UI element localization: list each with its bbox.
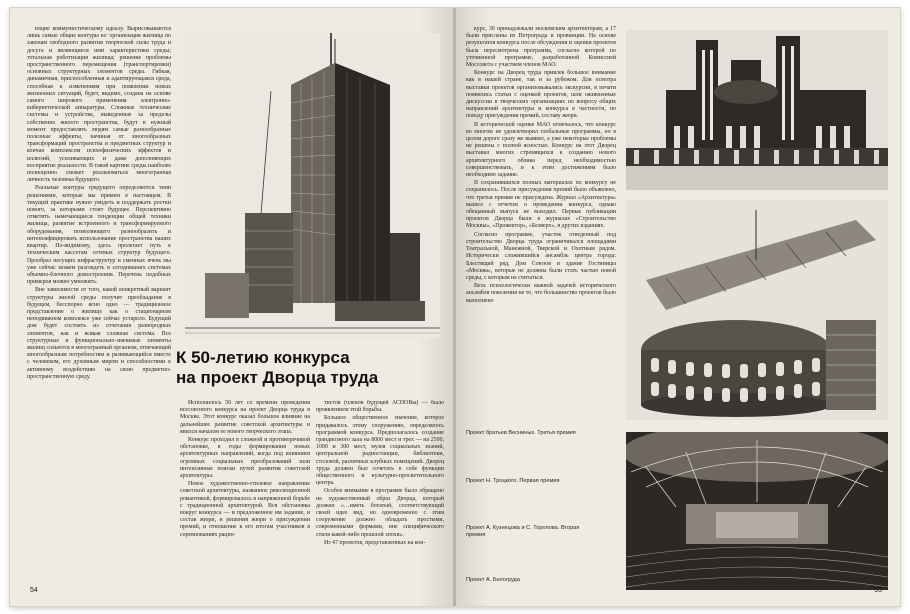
figure-caption: Проект братьев Весниных. Третья премия bbox=[466, 430, 576, 436]
paragraph: Исполнилось 50 лет со времени проведения всесоюзного конкурса на проект Дворца труда в Москве. Этот конкурс оказал большое влияние на дальнейшее развитие советской архитектуры и явился началом ее нового творческого этапа. bbox=[180, 400, 310, 435]
title-line: К 50-летию конкурса bbox=[176, 348, 350, 367]
figure-caption: Проект Н. Троцкого. Первая премия bbox=[466, 478, 560, 484]
paragraph: В исторической оценке МАО отмечалось, что конкурс во многом не удовлетворил глобальные программы, но в целом дороге сразу же выявил, а уже некоторые проблемы не решены с полной ясностью. Конкурс на этот Дворец выставил многих стремящихся к созданию нового архитектурного облика перед необходимостью совершенствовать, и к этим достижениям было необходимо задание. bbox=[466, 121, 616, 179]
trotsky-project-drawing bbox=[626, 200, 888, 420]
paragraph: Весь психологически важной задачей исторического ансамбля поколения не то, что большинство проектов было выполнено bbox=[466, 283, 616, 304]
paragraph: Реальные контуры грядущего определяются теми решениями, которые мы примем в настоящем. В текущей практике нужно увидеть и поддержать ростки нового, за которыми стоит будущее. Перспективно отметить намечающиеся тенденции общей техники жилища, развитие встроенного и трансформируемого оборудования, позволяющего разнообразить и интенсифицировать использование пространства наших квартир. По-видимому, здесь пролегает путь к техническим кассетам сетевых структур будущего. Прообраз несущих инфраструктур и сменных ячеек мы уже сейчас можем разглядеть в сегодняшних системах объемно-блочного домостроения. Перечень подобных примеров можно умножить. bbox=[27, 185, 171, 286]
article-column-1 bbox=[180, 400, 310, 582]
paragraph: Из 47 проектов, представленных на кон- bbox=[324, 539, 426, 546]
title-line: на проект Дворца труда bbox=[176, 368, 379, 387]
page-number: 55 bbox=[874, 587, 882, 594]
article-title bbox=[176, 348, 416, 388]
paragraph: Особое внимание в программе было обращено на художественный образ Дворца, который должен «…иметь богатый, соответствующий своей идее вид, но одновременно с этим сооружение должно обладать простыми, современными формами, вне специфического стиля какой-либо прошлой эпохи». bbox=[316, 488, 444, 538]
paragraph: ющие коммунистическому идеалу. Вырисовываются лишь самые общие контуры ее: организация жилища по законам свободного развития творческой силы труда и досуга и являющиеся ими характеристики среды; тотальная роботизация жилища; решение проблемы пространственного перемещения (транспортировки) основных структурных элементов среды. Гибкая, динамичная, приспособленная и адаптирующаяся среда, способная к изменениям при появлении новых жизненных ситуаций, будет, видимо, создана на основе самого широкого применения электронно-кибернетической аппаратуры. Сложные технические системы и устройства, выведенные за пределы собственно жилого пространства, будут в нужный момент предоставлять людям самые разнообразные полезные эффекты, начиная от многообразных трансформаций пространства и предметных структур и кончая комплексом психофизических эффектов и иллюзий, усиливающих и даже дополняющих восприятие реальности. В такой картине среды наиболее полноценно сможет реализоваться многогранная личность человека будущего. bbox=[27, 26, 171, 184]
paragraph: Конкурс на Дворец труда привлек большое внимание как в нашей стране, так и за рубежом. Для осмотра выставки проектов организовывались экскурсии, в печати появились статьи с оценкой проектов, шли оживленные дискуссии в творческих организациях по вопросу общих направлений архитектуры и конкурса в частности, по поводу присуждения премий, составу жюри. bbox=[466, 70, 616, 120]
left-page bbox=[10, 8, 454, 606]
paragraph: курс, 30 принадлежали московским архитекторам, а 17 были присланы из Петрограда и провинции. На основе результатов конкурса после обсуждения и оценки проектов была пересмотрена программа, согласно которой по уточненной программе, разработанной Комиссией Моссовета с участием членов МАО. bbox=[466, 26, 616, 69]
paragraph: Согласно программе, участок отведенный под строительство Дворца труда ограничивался площадями Театральной, Манежной, Тверской и Охотным рядом. Исторически сложившийся ансамбль центра города: Блестящий ряд, Дом Союзов и здание Гостиницы «Москва», которые не должны были стать частью новой среды, с которым не считаться. bbox=[466, 231, 616, 281]
vesnin-project-drawing bbox=[626, 30, 888, 190]
paragraph: Вне зависимости от того, какой конкретный вариант структуры жилой среды получит преобладание в будущем, бесспорно ясно одно — традиционное представление о жилище как о стационарном неподвижном комплексе уже сейчас устарело. Будущий дом будет состоять из сочетания разнородных элементов, как и всякая сложная система. Все структурные и функционально-значимые элементы жилищ сольются в многогранный организм, отвечающий многообразным потребностям и развивающийся вместе с человеком, его духовным миром и способностями к активному воздействию на свою предметно-пространственную среду. bbox=[27, 287, 171, 380]
paragraph: Новое художественно-стилевое направление советской архитектуры, названное революционной романтикой, формировалось в напряженной борьбе с традиционной архитектурой. Вся обстановка вокруг конкурса — и предложенное им задание, и состав жюри, и решения жюри о присуждении премий, и отношение к его итогам участников в соревнованиях рацио- bbox=[180, 481, 310, 538]
magazine-spread bbox=[10, 8, 900, 606]
kuznetsov-toropov-project-drawing bbox=[626, 432, 888, 590]
paragraph: Конкурс проходил в сложной и противоречивой обстановке, в годы формирования новых архитектурных направлений, когда под влиянием огромных социальных преобразований шли интенсивные поиски путей развития советской архитектуры. bbox=[180, 437, 310, 480]
figure-caption: Проект А. Белогруда bbox=[466, 577, 520, 583]
paragraph: Большое общественное значение, которое придавалось этому сооружению, определялось программой конкурса. Предполагалось создание грандиозного зала на 8000 мест и трех — на 2500, 1000 и 300 мест, музея социальных знаний, центральной радиостанции, библиотеки, столовой, различных клубных помещений. Дворец труда должен был сочетать в себе функции общественного и культурно-просветительного центра. bbox=[316, 415, 444, 487]
right-page bbox=[456, 8, 900, 606]
page-number: 54 bbox=[30, 587, 38, 594]
article-column-2 bbox=[316, 400, 444, 582]
paragraph: В сохранившихся полных материалах по конкурсу не сохранилось. После присуждения премий было объявлено, что третья премия не присуждена. Журнал «Архитектура» вышел с отчетом о проведении конкурса, однако обещанный выпуск не выходил. Первые публикации проектов Дворца были в журналах «Строительство Москвы», «Прожектор», «Безверх», в других изданиях. bbox=[466, 180, 616, 230]
essay-column bbox=[27, 26, 171, 582]
tower-illustration bbox=[185, 33, 440, 338]
article-column-3 bbox=[466, 26, 616, 422]
paragraph: тистов (членов будущей АСНОВы) — было проявлением этой борьбы. bbox=[316, 400, 444, 414]
figure-caption: Проект А. Кузнецова и С. Торопова. Вторая премия bbox=[466, 525, 580, 538]
